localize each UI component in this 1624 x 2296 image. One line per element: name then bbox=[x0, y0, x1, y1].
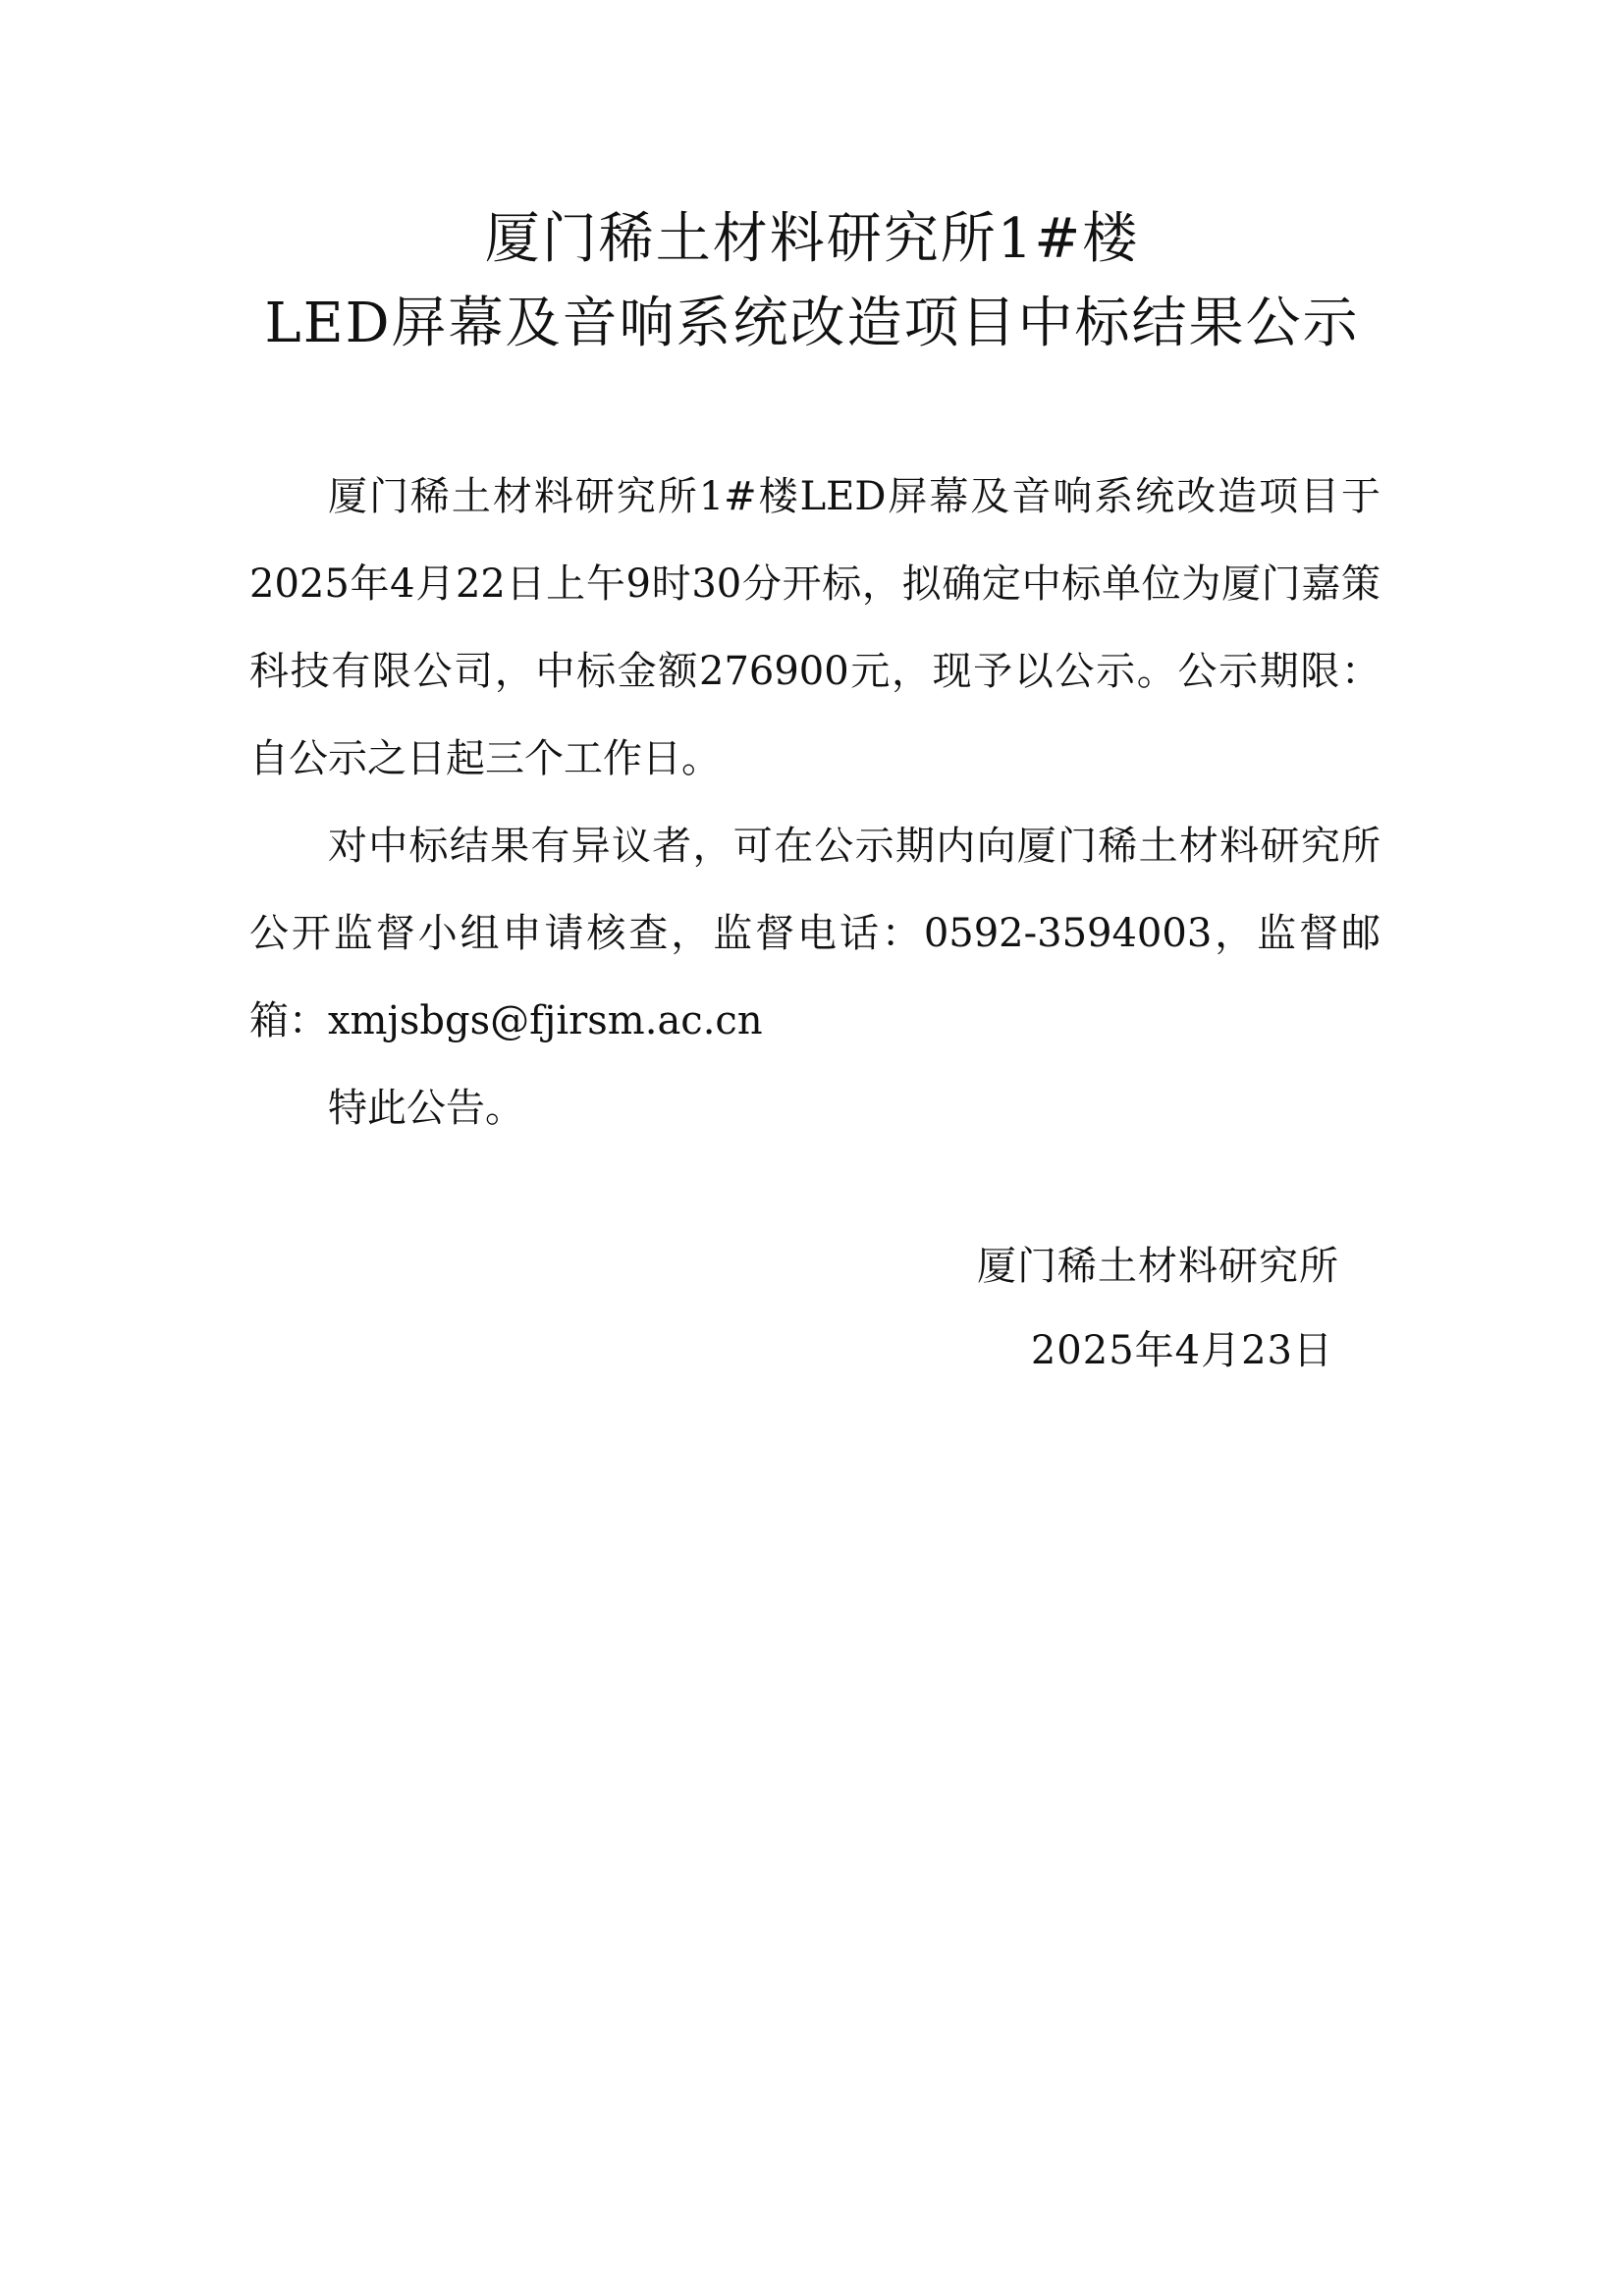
signature-date: 2025年4月23日 bbox=[1030, 1328, 1333, 1373]
signature-organization: 厦门稀土材料研究所 bbox=[977, 1244, 1339, 1289]
paragraph-closing: 特此公告。 bbox=[328, 1086, 524, 1131]
paragraph-announcement: 厦门稀土材料研究所1#楼LED屏幕及音响系统改造项目于2025年4月22日上午9时30分开标，拟确定中标单位为厦门嘉策科技有限公司，中标金额276900元，现予以公示。公示期限：自公示之日起三个工作日。 bbox=[249, 474, 1380, 781]
paragraph-objection: 对中标结果有异议者，可在公示期内向厦门稀土材料研究所公开监督小组申请核查，监督电话：0592-3594003，监督邮箱：xmjsbgs@fjirsm.ac.cn bbox=[249, 824, 1380, 1043]
document-body bbox=[249, 454, 1380, 1152]
document-title-line-1: 厦门稀土材料研究所1#楼 bbox=[484, 207, 1140, 271]
document-title-line-2: LED屏幕及音响系统改造项目中标结果公示 bbox=[264, 292, 1360, 355]
